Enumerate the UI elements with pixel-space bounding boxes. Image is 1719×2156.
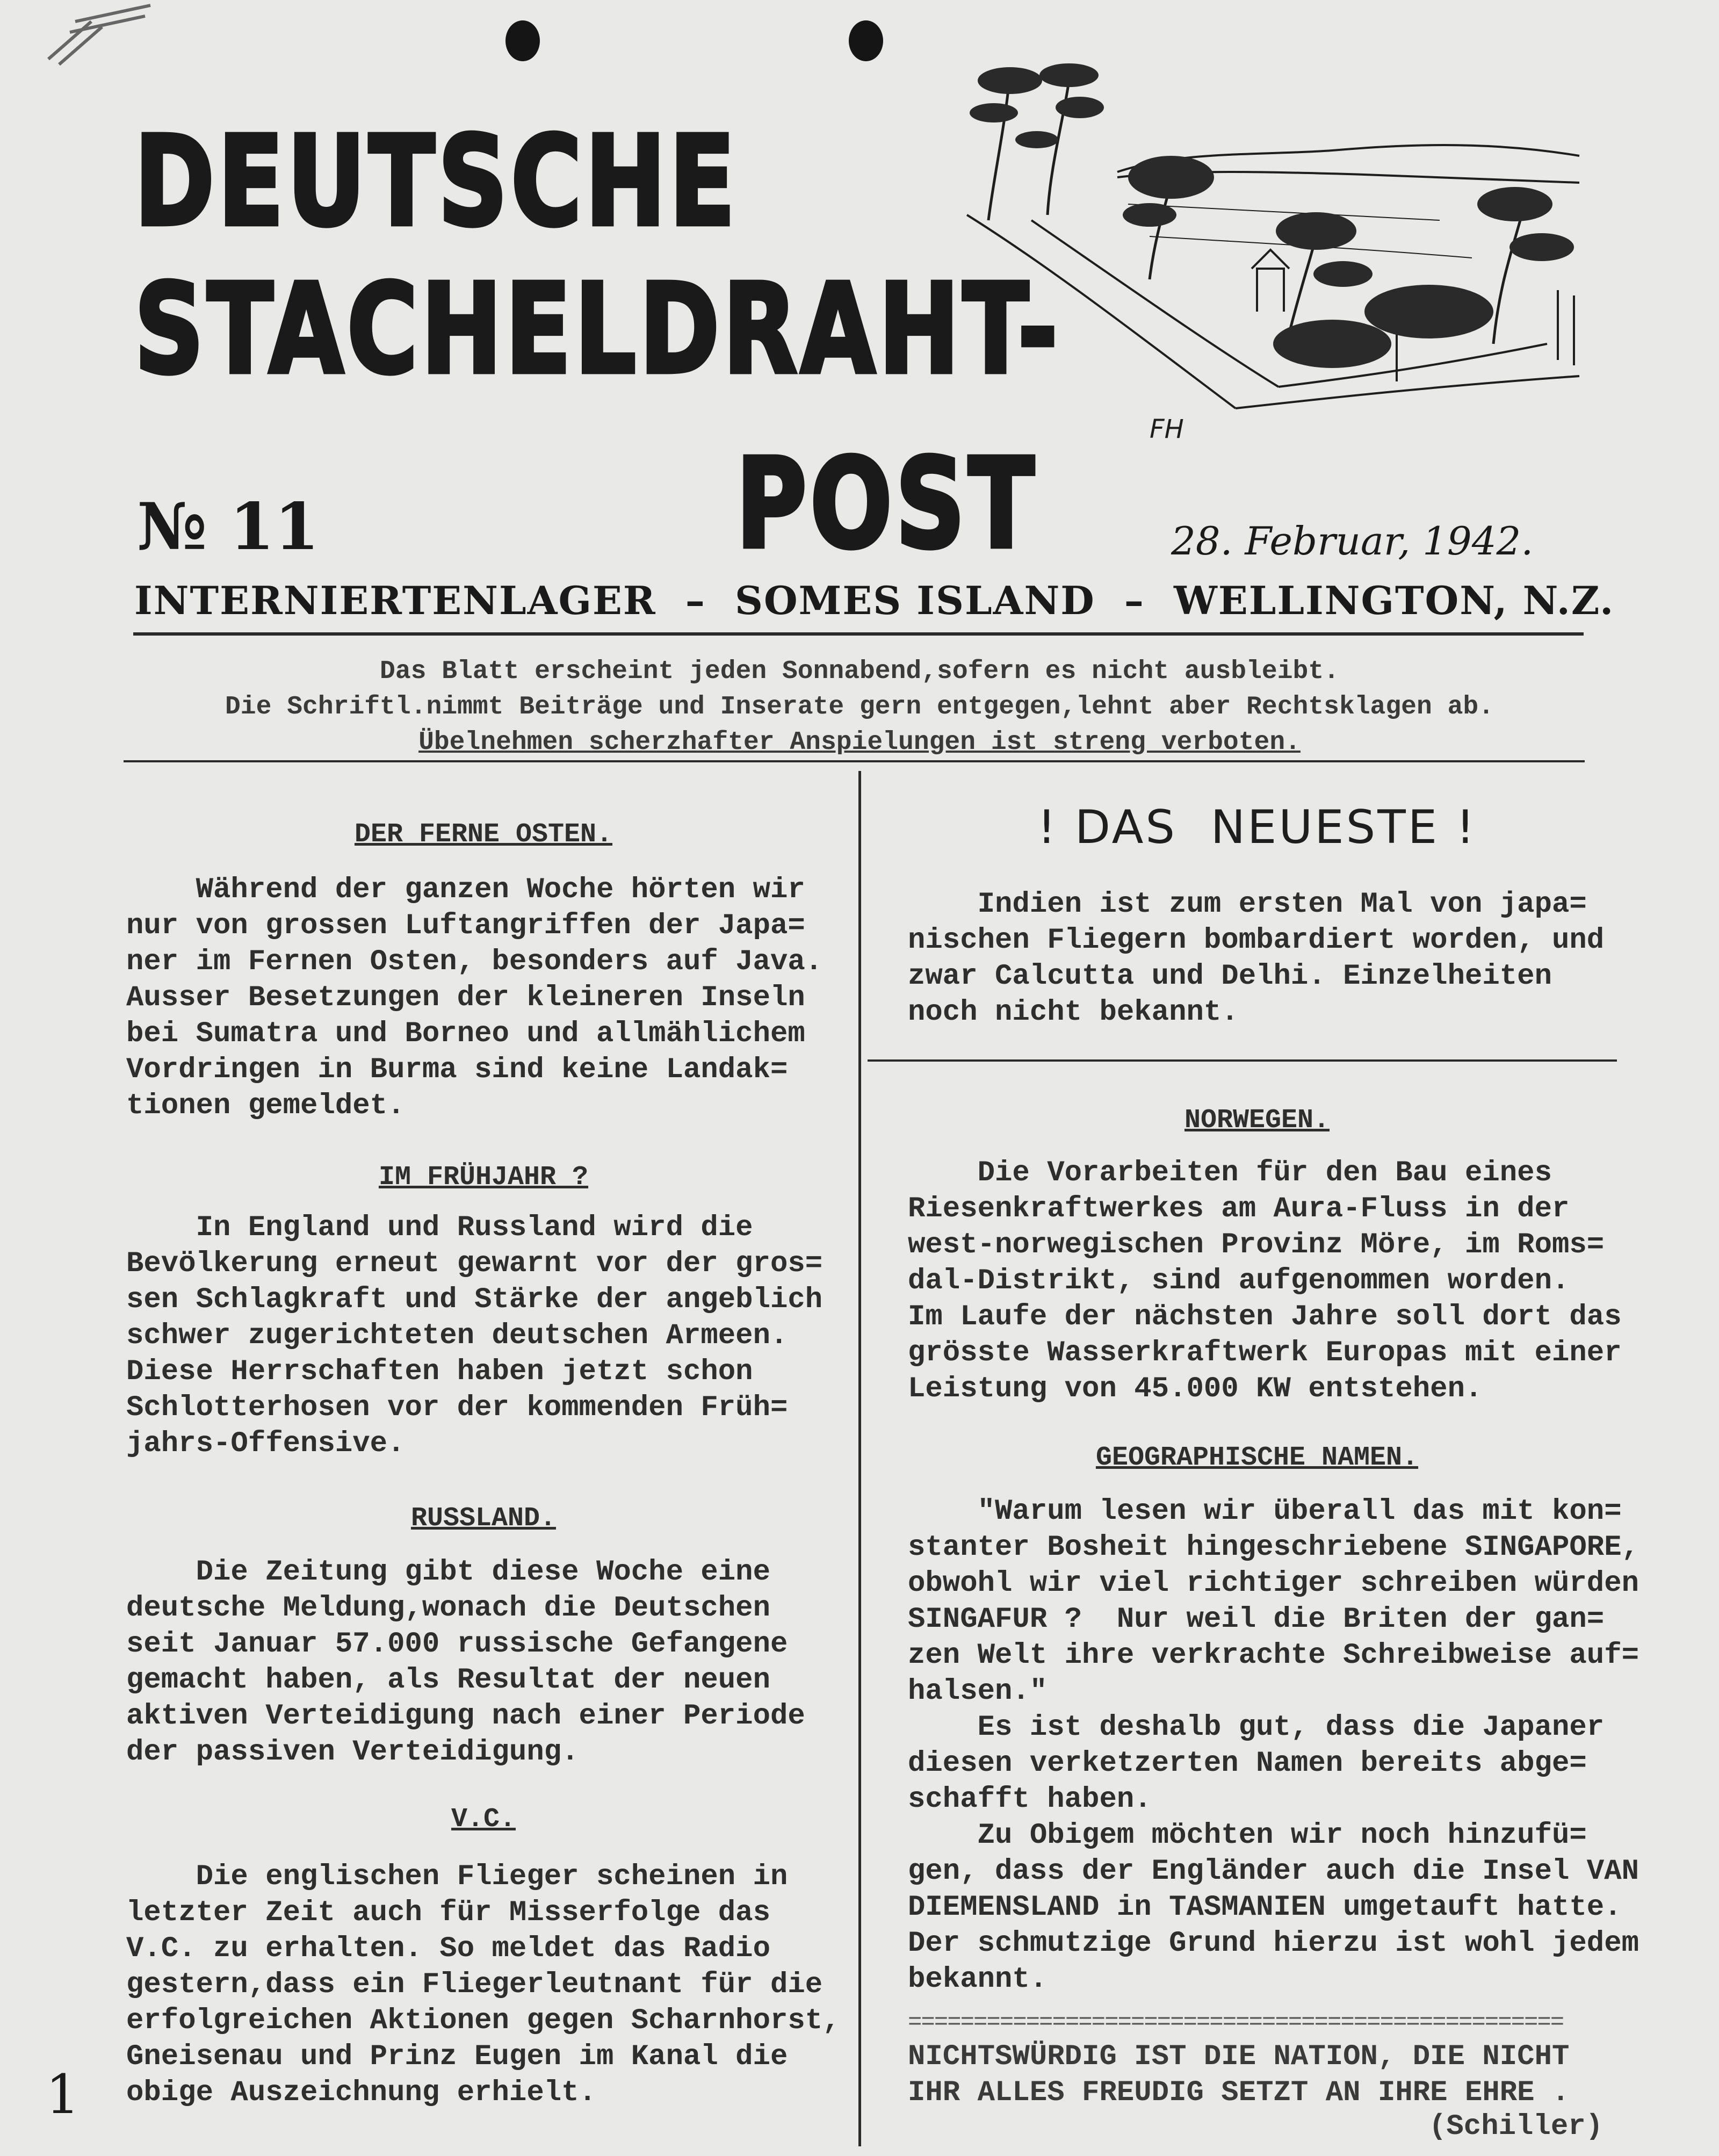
heading-fruehjahr: IM FRÜHJAHR ? bbox=[378, 1162, 589, 1193]
masthead-subtitle: INTERNIERTENLAGER – SOMES ISLAND – WELLINGTON, N.Z. bbox=[134, 578, 1615, 623]
heading-neueste: ! DAS NEUESTE ! bbox=[1037, 801, 1477, 854]
text-geographie: "Warum lesen wir überall das mit kon= stanter Bosheit hingeschriebene SINGAPORE, obwohl wir viel richtiger schreiben würden SINGAFUR ? Nur weil die Briten der gan= zen Welt ihre verkrachte Schreibweise auf= halsen." Es ist deshalb gut, dass die Japaner diesen verketzerten Namen bereits abge= schafft haben. Zu Obigem möchten wir noch hinzufü= gen, dass der Engländer auch die Insel VAN DIEMENSLAND in TASMANIEN umgetauft hatte. Der schmutzige Grund hierzu ist wohl jedem bekannt. bbox=[908, 1495, 1639, 1996]
quote-author: (Schiller) bbox=[1429, 2110, 1604, 2143]
issue-number: № 11 bbox=[137, 489, 320, 565]
text-russland: Die Zeitung gibt diese Woche eine deutsche Meldung,wonach die Deutschen seit Januar 57.000 russische Gefangene gemacht haben, als Resultat der neuen aktiven Verteidigung nach einer Periode der passiven Verteidigung. bbox=[126, 1556, 805, 1769]
heading-russland: RUSSLAND. bbox=[410, 1503, 557, 1534]
heading-fernost: DER FERNE OSTEN. bbox=[354, 819, 613, 850]
notice-line-1: Das Blatt erscheint jeden Sonnabend,sofern es nicht ausbleibt. bbox=[380, 657, 1339, 686]
punch-hole-left bbox=[505, 20, 540, 61]
text-fernost: Während der ganzen Woche hörten wir nur von grossen Luftangriffen der Japa= ner im Fernen Osten, besonders auf Java. Ausser Besetzungen der kleineren Inseln bei Sumatra und Borneo und allmählichem Vordringen in Burma sind keine Landak= tionen gemeldet. bbox=[126, 874, 823, 1122]
heading-vc: V.C. bbox=[451, 1804, 516, 1835]
quote-text: NICHTSWÜRDIG IST DIE NATION, DIE NICHT IHR ALLES FREUDIG SETZT AN IHRE EHRE . bbox=[908, 2040, 1570, 2109]
notice-line-3: Übelnehmen scherzhafter Anspielungen ist streng verboten. bbox=[418, 728, 1301, 757]
masthead-title-line1: DEUTSCHE bbox=[134, 110, 739, 254]
column-separator bbox=[858, 771, 861, 2146]
notice-rule bbox=[124, 760, 1585, 762]
page-number: 1 bbox=[46, 2063, 80, 2126]
neueste-rule bbox=[868, 1059, 1617, 1062]
heading-norwegen: NORWEGEN. bbox=[1184, 1105, 1330, 1136]
quote-divider: ================================================== bbox=[908, 2009, 1564, 2036]
landscape-illustration bbox=[956, 43, 1590, 441]
illustration-signature: FH bbox=[1150, 414, 1184, 441]
heading-geographie: GEOGRAPHISCHE NAMEN. bbox=[1095, 1443, 1419, 1473]
masthead-title-line3: POST bbox=[736, 432, 1038, 576]
text-neueste: Indien ist zum ersten Mal von japa= nischen Fliegern bombardiert worden, und zwar Calcutta und Delhi. Einzelheiten noch nicht bekannt. bbox=[908, 888, 1605, 1029]
punch-hole-right bbox=[849, 20, 883, 61]
pencil-mark bbox=[43, 0, 167, 70]
notice-line-2: Die Schriftl.nimmt Beiträge und Inserate gern entgegen,lehnt aber Rechtsklagen ab. bbox=[225, 693, 1494, 722]
masthead-rule bbox=[133, 632, 1584, 636]
issue-date: 28. Februar, 1942. bbox=[1171, 518, 1534, 564]
text-vc: Die englischen Flieger scheinen in letzter Zeit auch für Misserfolge das V.C. zu erhalten. So meldet das Radio gestern,dass ein Fliegerleutnant für die erfolgreichen Aktionen gegen Scharnhorst, Gneisenau und Prinz Eugen im Kanal die obige Auszeichnung erhielt. bbox=[126, 1861, 840, 2109]
masthead-title-line2: STACHELDRAHT- bbox=[134, 258, 1061, 402]
text-fruehjahr: In England und Russland wird die Bevölkerung erneut gewarnt vor der gros= sen Schlagkraft und Stärke der angeblich schwer zugerichteten deutschen Armeen. Diese Herrschaften haben jetzt schon Schlotterhosen vor der kommenden Früh= jahrs-Offensive. bbox=[126, 1212, 823, 1460]
text-norwegen: Die Vorarbeiten für den Bau eines Riesenkraftwerkes am Aura-Fluss in der west-norwegischen Provinz Möre, im Roms= dal-Distrikt, sind aufgenommen worden. Im Laufe der nächsten Jahre soll dort das grösste Wasserkraftwerk Europas mit einer Leistung von 45.000 KW entstehen. bbox=[908, 1157, 1622, 1405]
